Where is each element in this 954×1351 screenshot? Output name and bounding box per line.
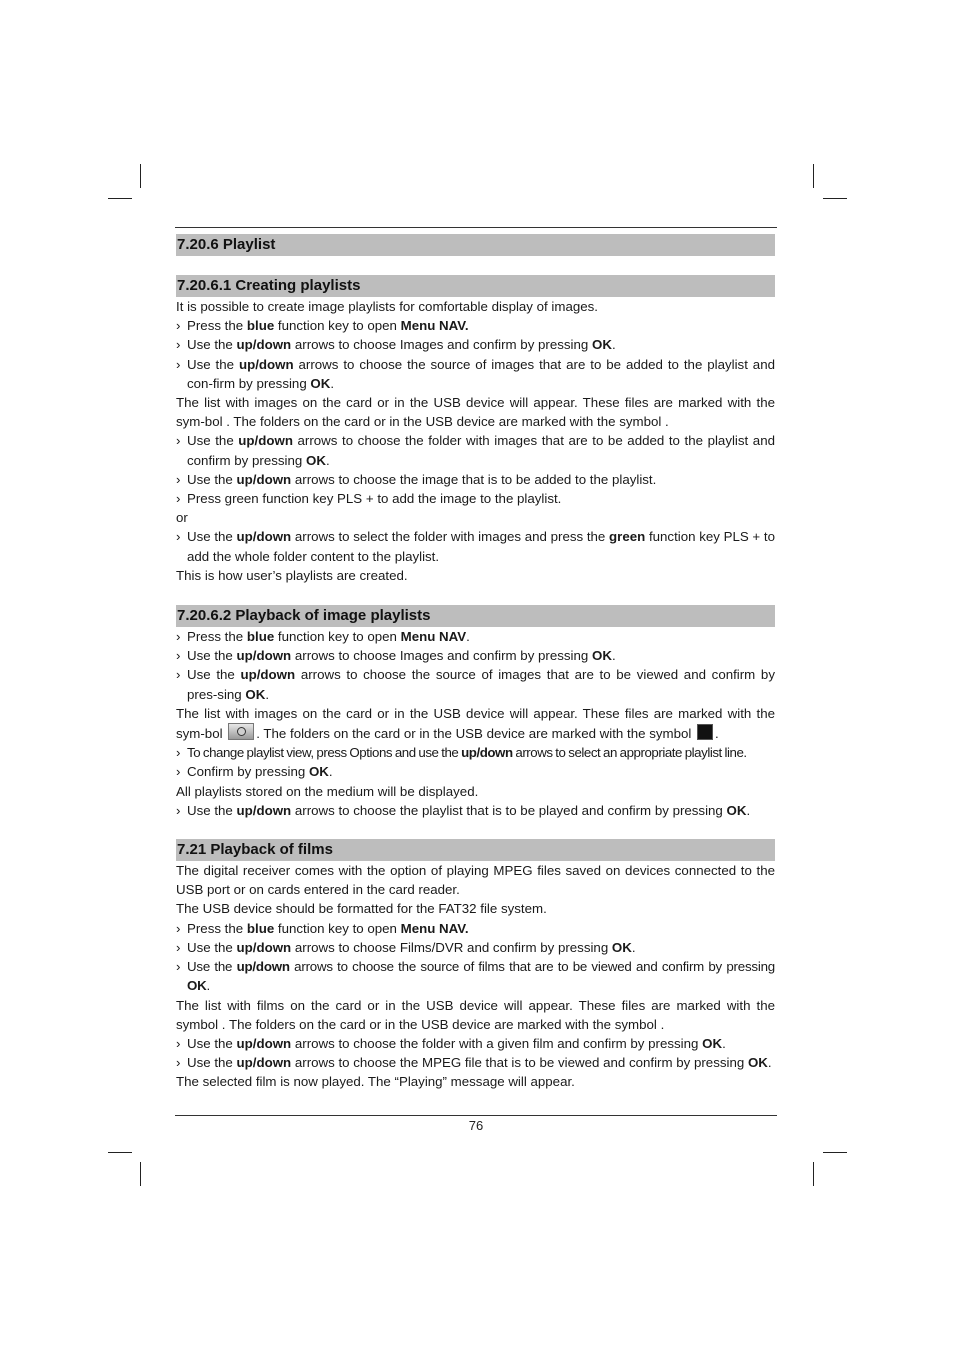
bullet-marker: ›	[176, 920, 181, 936]
paragraph: The list with films on the card or in the USB device will appear. These files are marked with the symbol . The folders on the card or in the USB device are marked with the symbol .	[176, 997, 775, 1032]
paragraph: It is possible to create image playlists for comfortable display of images.	[176, 299, 598, 314]
section-heading: 7.20.6 Playlist	[176, 234, 775, 256]
bullet-marker: ›	[176, 433, 181, 449]
bullet-item: › Use the up/down arrows to choose the folder with a given film and confirm by pressing OK.	[176, 1034, 775, 1053]
bullet-marker: ›	[176, 802, 181, 818]
crop-mark	[813, 164, 814, 188]
crop-mark	[108, 198, 132, 199]
bullet-item: › Use the up/down arrows to choose Images and confirm by pressing OK.	[176, 335, 775, 354]
footer-rule	[175, 1115, 777, 1116]
paragraph: All playlists stored on the medium will be displayed.	[176, 783, 479, 799]
bullet-item: › Use the up/down arrows to choose the image that is to be added to the playlist.	[176, 470, 775, 489]
paragraph: The USB device should be formatted for the FAT32 file system.	[176, 901, 547, 917]
bullet-marker: ›	[176, 939, 181, 955]
bullet-item: › Press the blue function key to open Menu NAV.	[176, 627, 775, 646]
bullet-item: › Use the up/down arrows to select the folder with images and press the green function key PLS + to add the whole folder content to the playlist.	[176, 529, 775, 564]
bullet-item: › Confirm by pressing OK.	[176, 762, 775, 781]
page-number: 76	[468, 1118, 484, 1133]
bullet-marker: ›	[176, 959, 181, 975]
bullet-marker: ›	[176, 471, 181, 487]
section-heading: 7.20.6.2 Playback of image playlists	[176, 605, 775, 627]
paragraph: The list with images on the card or in the USB device will appear. These files are marked with the sym-bol . The folders on the card or in the USB device are marked with the symbol .	[176, 705, 775, 742]
bullet-item: › Use the up/down arrows to choose the source of films that are to be viewed and confirm by pressing OK.	[176, 959, 775, 994]
bullet-item: › Use the up/down arrows to choose the source of images that are to be added to the playlist and con-firm by pressing OK.	[176, 356, 775, 391]
header-rule	[175, 227, 777, 228]
section-heading: 7.21 Playback of films	[176, 839, 775, 861]
bullet-marker: ›	[176, 1035, 181, 1051]
section-heading: 7.20.6.1 Creating playlists	[176, 275, 775, 297]
bullet-item: › Use the up/down arrows to choose Images and confirm by pressing OK.	[176, 646, 775, 665]
crop-mark	[823, 1152, 847, 1153]
bullet-item: › Use the up/down arrows to choose the MPEG file that is to be viewed and confirm by pressing OK.	[176, 1053, 775, 1072]
paragraph: or	[176, 510, 188, 526]
bullet-item: › Press the blue function key to open Menu NAV.	[176, 919, 775, 938]
bullet-marker: ›	[176, 667, 181, 683]
bullet-item: › Use the up/down arrows to choose the playlist that is to be played and confirm by pressing OK.	[176, 801, 775, 820]
bullet-marker: ›	[176, 629, 181, 645]
bullet-item: › Press the blue function key to open Menu NAV.	[176, 316, 775, 335]
crop-mark	[813, 1162, 814, 1186]
bullet-marker: ›	[176, 356, 181, 372]
bullet-item: › Press green function key PLS + to add the image to the playlist.	[176, 489, 775, 508]
bullet-marker: ›	[176, 337, 181, 353]
bullet-marker: ›	[176, 318, 181, 334]
paragraph: The selected film is now played. The “Playing” message will appear.	[176, 1074, 575, 1090]
bullet-marker: ›	[176, 764, 181, 780]
page-content	[176, 234, 775, 1092]
crop-mark	[140, 164, 141, 188]
bullet-marker: ›	[176, 648, 181, 664]
crop-mark	[140, 1162, 141, 1186]
folder-icon	[697, 724, 713, 740]
crop-mark	[823, 198, 847, 199]
bullet-marker: ›	[176, 529, 181, 545]
image-file-icon	[228, 723, 254, 740]
paragraph: This is how user’s playlists are created.	[176, 567, 408, 583]
crop-mark	[108, 1152, 132, 1153]
bullet-marker: ›	[176, 491, 181, 507]
bullet-item: › Use the up/down arrows to choose Films/DVR and confirm by pressing OK.	[176, 938, 775, 957]
bullet-marker: ›	[176, 745, 180, 761]
bullet-marker: ›	[176, 1055, 181, 1071]
bullet-item: › Use the up/down arrows to choose the source of images that are to be viewed and confirm by pres-sing OK.	[176, 667, 775, 702]
bullet-item: › Use the up/down arrows to choose the folder with images that are to be added to the playlist and confirm by pressing OK.	[176, 433, 775, 468]
bullet-item: › To change playlist view, press Options and use the up/down arrows to select an appropriate playlist line.	[176, 743, 775, 762]
paragraph: The list with images on the card or in the USB device will appear. These files are marked with the sym-bol . The folders on the card or in the USB device are marked with the symbol .	[176, 395, 775, 430]
paragraph: The digital receiver comes with the option of playing MPEG files saved on devices connected to the USB port or on cards entered in the card reader.	[176, 863, 775, 898]
